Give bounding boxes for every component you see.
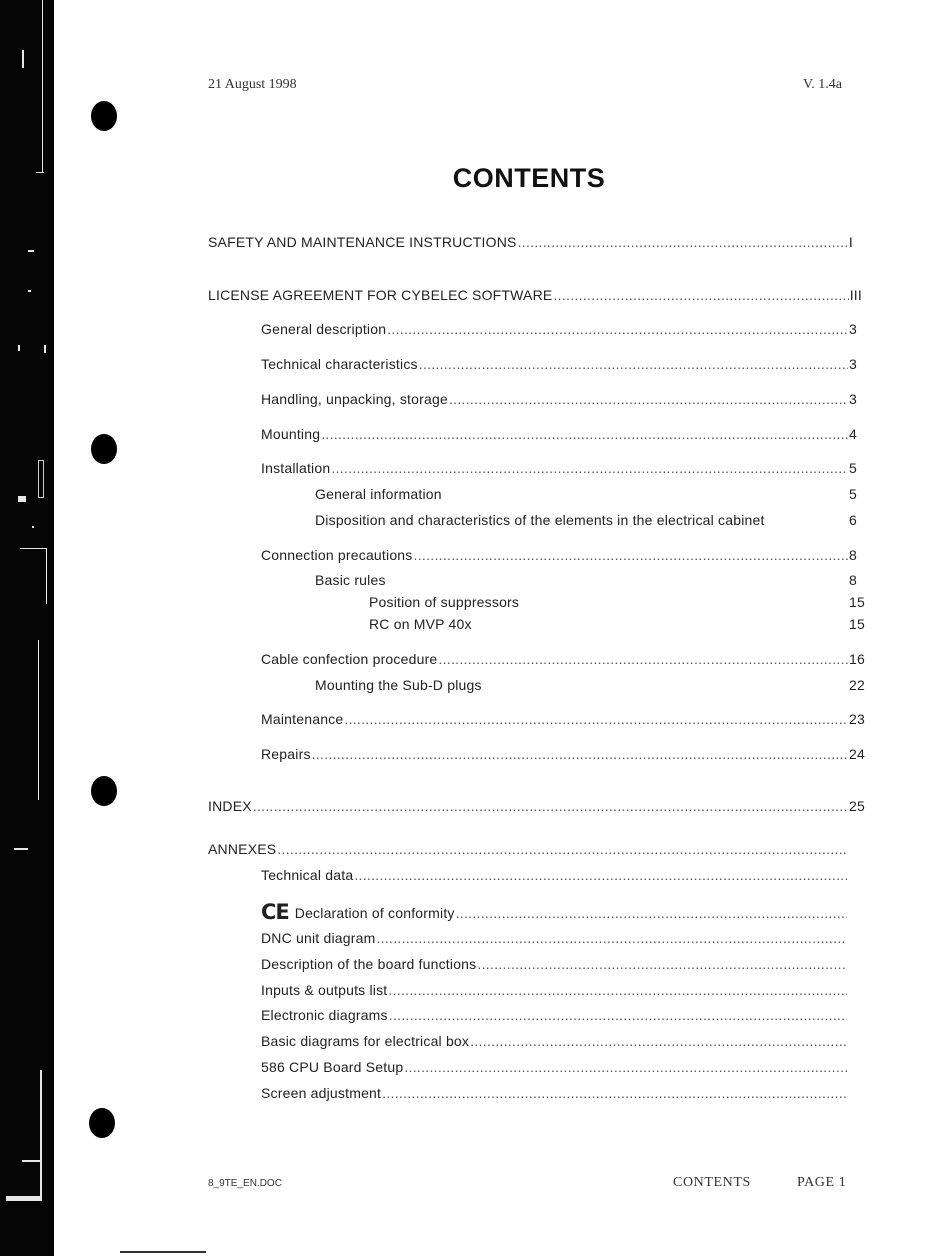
toc-entry-title: Repairs (261, 746, 311, 762)
annex-entry[interactable] (261, 1006, 848, 1024)
toc-entry[interactable] (315, 676, 865, 694)
leader-dots (331, 459, 848, 477)
toc-entry-page: 5 (849, 460, 857, 476)
toc-entry-page: I (848, 234, 853, 250)
toc-entry[interactable] (208, 233, 853, 251)
annex-entry-title: Basic diagrams for electrical box (261, 1033, 470, 1049)
toc-entry-title: Installation (261, 460, 331, 476)
leader-dots (438, 650, 848, 668)
toc-entry-title: Handling, unpacking, storage (261, 391, 448, 407)
toc-entry-page: 8 (849, 572, 857, 588)
toc-entry-title: Mounting the Sub-D plugs (315, 677, 482, 693)
scan-artifact-rule (120, 1251, 206, 1253)
leader-dots (449, 390, 848, 408)
toc-entry-page: 3 (849, 356, 857, 372)
leader-dots (387, 320, 848, 338)
toc-entry-page: 25 (849, 798, 865, 814)
leader-dots (354, 866, 847, 884)
toc-entry-title: LICENSE AGREEMENT FOR CYBELEC SOFTWARE (208, 287, 553, 303)
toc-entry-page: 16 (849, 651, 865, 667)
leader-dots (344, 710, 848, 728)
toc-entry[interactable] (208, 797, 865, 815)
toc-entry-title: SAFETY AND MAINTENANCE INSTRUCTIONS (208, 234, 517, 250)
leader-dots (456, 904, 847, 922)
annex-entry[interactable] (261, 981, 848, 999)
annex-entry[interactable] (261, 866, 848, 884)
annex-entry-title: Electronic diagrams (261, 1007, 388, 1023)
annex-entry-title: CE Declaration of conformity (261, 900, 455, 924)
leader-dots (312, 745, 848, 763)
toc-entry[interactable] (315, 485, 857, 503)
toc-entry-title: ANNEXES (208, 841, 277, 857)
header-version: V. 1.4a (803, 77, 843, 92)
annex-entry-title: 586 CPU Board Setup (261, 1059, 404, 1075)
annex-entry[interactable] (261, 929, 848, 947)
punch-hole (91, 101, 117, 131)
toc-entry-title: Connection precautions (261, 547, 413, 563)
toc-entry[interactable] (369, 593, 865, 611)
toc-entry-title: General information (315, 486, 442, 502)
toc-entry[interactable] (261, 459, 857, 477)
toc-entry-page: 6 (849, 512, 857, 528)
toc-entry-title: Position of suppressors (369, 594, 520, 610)
toc-entry[interactable] (369, 615, 865, 633)
leader-dots (553, 286, 848, 304)
annex-entry[interactable] (261, 1058, 848, 1076)
toc-entry[interactable] (208, 286, 862, 304)
leader-dots (470, 1032, 847, 1050)
punch-hole (89, 1108, 115, 1138)
page-title: CONTENTS (452, 163, 606, 193)
toc-entry-page: 15 (849, 594, 865, 610)
punch-hole (91, 434, 117, 464)
toc-entry-title: Technical characteristics (261, 356, 418, 372)
leader-dots (382, 1084, 847, 1102)
toc-entry[interactable] (261, 320, 857, 338)
annex-entry-title: Inputs & outputs list (261, 982, 388, 998)
toc-entry-title: General description (261, 321, 387, 337)
annex-entry-title: Description of the board functions (261, 956, 477, 972)
toc-entry[interactable] (261, 425, 857, 443)
annex-entry[interactable] (261, 902, 848, 922)
toc-entry[interactable] (261, 355, 857, 373)
leader-dots (389, 1006, 847, 1024)
leader-dots (277, 840, 847, 858)
annex-entry[interactable] (261, 955, 848, 973)
toc-entry-page: 22 (849, 677, 865, 693)
toc-entry[interactable] (261, 650, 865, 668)
toc-entry-title: RC on MVP 40x (369, 616, 472, 632)
leader-dots (414, 546, 849, 564)
toc-entry-page: 5 (849, 486, 857, 502)
annex-entry[interactable] (261, 1032, 848, 1050)
annex-entry[interactable] (261, 1084, 848, 1102)
toc-entry-page: 24 (849, 746, 865, 762)
annex-entry-title: Technical data (261, 867, 354, 883)
toc-entry[interactable] (315, 571, 857, 589)
footer-page-number: PAGE 1 (797, 1175, 847, 1190)
leader-dots (376, 929, 847, 947)
footer-section: CONTENTS (673, 1175, 751, 1190)
leader-dots (404, 1058, 847, 1076)
footer-document-name: 8_9TE_EN.DOC (208, 1178, 282, 1189)
toc-entry-page: 4 (849, 426, 857, 442)
leader-dots (388, 981, 847, 999)
leader-dots (321, 425, 848, 443)
toc-entry-page: 3 (849, 391, 857, 407)
annexes-heading[interactable] (208, 840, 848, 858)
toc-entry[interactable] (261, 745, 865, 763)
toc-entry-page: 3 (849, 321, 857, 337)
toc-entry-title: Basic rules (315, 572, 386, 588)
toc-entry-page: III (849, 287, 862, 303)
ce-mark-icon: CE (261, 900, 289, 924)
toc-entry-title: Mounting (261, 426, 321, 442)
toc-entry-page: 15 (849, 616, 865, 632)
toc-entry-title: Cable confection procedure (261, 651, 438, 667)
toc-entry-page: 8 (849, 547, 857, 563)
annex-entry-title: DNC unit diagram (261, 930, 376, 946)
toc-entry[interactable] (261, 710, 865, 728)
annex-entry-title: Screen adjustment (261, 1085, 382, 1101)
toc-entry-title: Maintenance (261, 711, 344, 727)
toc-entry[interactable] (261, 546, 857, 564)
toc-entry[interactable] (261, 390, 857, 408)
leader-dots (419, 355, 848, 373)
leader-dots (518, 233, 848, 251)
toc-entry-title: INDEX (208, 798, 252, 814)
toc-entry[interactable] (315, 511, 857, 529)
toc-entry-title: Disposition and characteristics of the elements in the electrical cabinet (315, 512, 765, 528)
leader-dots (253, 797, 848, 815)
toc-entry-page: 23 (849, 711, 865, 727)
punch-hole (91, 776, 117, 806)
header-date: 21 August 1998 (208, 77, 297, 92)
leader-dots (477, 955, 847, 973)
